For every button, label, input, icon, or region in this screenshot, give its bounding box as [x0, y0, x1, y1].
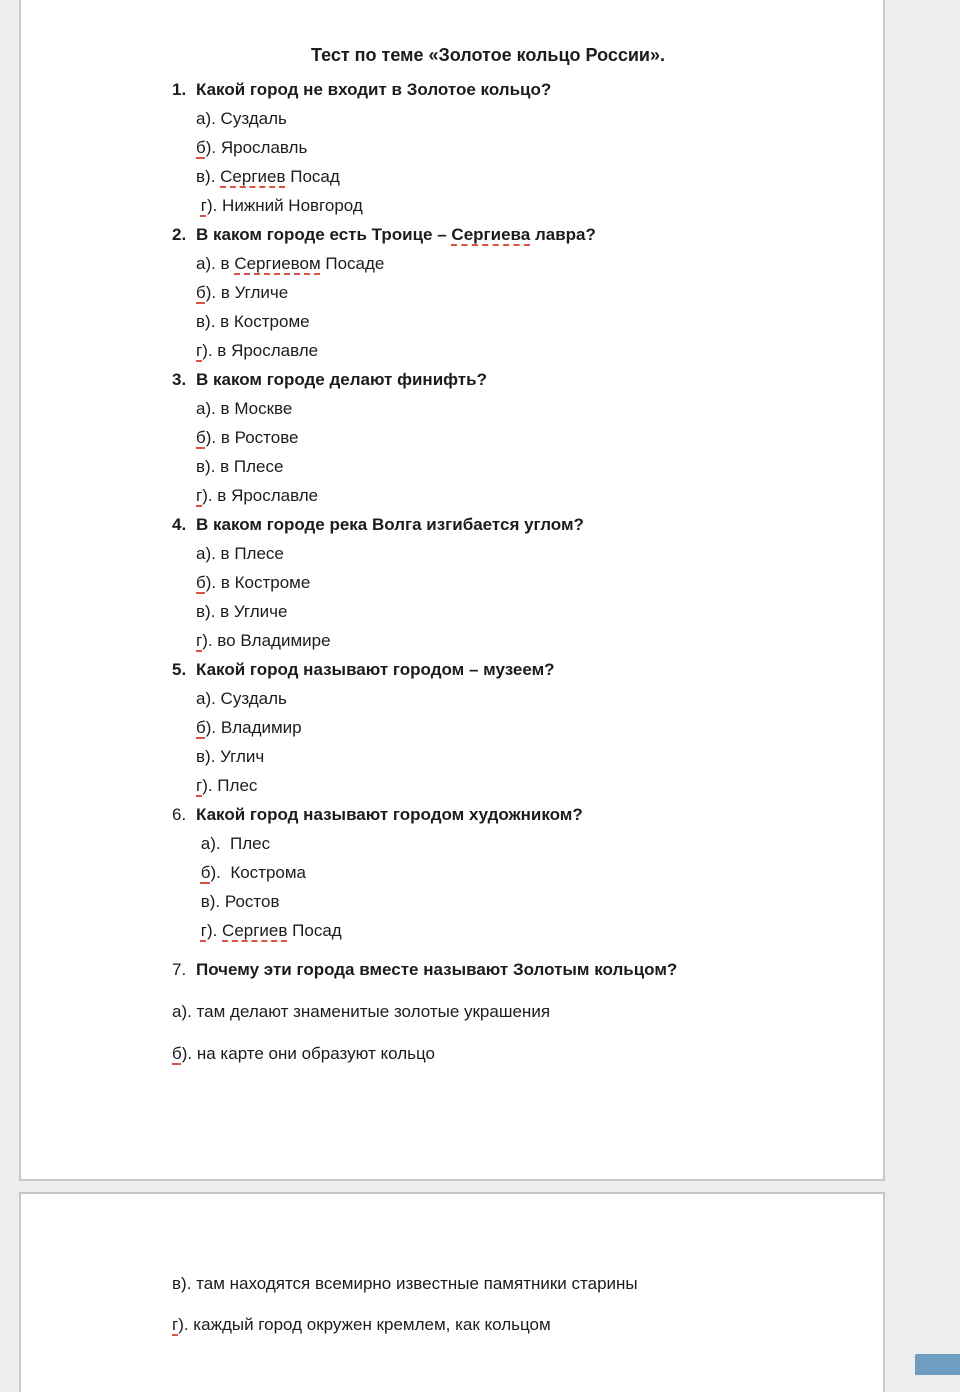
scrollbar-thumb[interactable] — [915, 1354, 960, 1375]
option-line — [21, 1310, 883, 1339]
question-number: 4. — [172, 515, 187, 534]
text-segment: ). — [206, 921, 223, 940]
question-text — [196, 805, 583, 824]
option-line — [21, 742, 883, 771]
misspelled-word: б — [196, 283, 206, 302]
question-line — [21, 510, 883, 539]
question-line — [21, 365, 883, 394]
option-line — [21, 1269, 883, 1298]
text-segment: а). в — [196, 254, 235, 273]
option-line — [21, 568, 883, 597]
misspelled-word: Сергиев — [222, 921, 288, 940]
text-segment: ). в Костроме — [205, 573, 311, 592]
text-segment: ). Кострома — [210, 863, 307, 882]
misspelled-word: б — [200, 863, 211, 882]
option-line — [21, 916, 883, 945]
text-segment: ). в Ярославле — [202, 486, 319, 505]
misspelled-word: б — [196, 718, 206, 737]
misspelled-word: г — [196, 776, 203, 795]
misspelled-word: б — [196, 428, 206, 447]
option-line — [21, 887, 883, 916]
text-segment: а). Суздаль — [196, 689, 287, 708]
text-segment: ). во Владимире — [202, 631, 331, 650]
option-line — [21, 336, 883, 365]
option-line — [21, 104, 883, 133]
text-segment: в). Ростов — [196, 892, 280, 911]
misspelled-word: Сергиевом — [234, 254, 321, 273]
question-line — [21, 800, 883, 829]
text-segment: ). каждый город окружен кремлем, как кольцом — [178, 1315, 551, 1334]
option-line — [21, 162, 883, 191]
option-line — [21, 191, 883, 220]
text-segment: ). Нижний Новгород — [206, 196, 363, 215]
text-segment: в). там находятся всемирно известные памятники старины — [172, 1274, 638, 1293]
text-segment: лавра? — [530, 225, 596, 244]
option-line — [21, 997, 883, 1026]
text-segment: а). в Москве — [196, 399, 293, 418]
question-number: 3. — [172, 370, 187, 389]
text-segment: а). в Плесе — [196, 544, 284, 563]
question-7-block — [21, 955, 883, 1068]
option-line — [21, 626, 883, 655]
option-line — [21, 481, 883, 510]
option-line — [21, 394, 883, 423]
option-line — [21, 278, 883, 307]
text-segment: в). в Плесе — [196, 457, 284, 476]
text-segment: ). на карте они образуют кольцо — [181, 1044, 435, 1063]
misspelled-word: б — [172, 1044, 182, 1063]
misspelled-word: Сергиева — [451, 225, 531, 244]
text-segment: ). Ярославль — [205, 138, 308, 157]
text-segment: а). Суздаль — [196, 109, 287, 128]
question-number: 2. — [172, 225, 187, 244]
question-line — [21, 75, 883, 104]
text-segment: В каком городе делают финифть? — [196, 370, 487, 389]
question-text — [196, 225, 596, 244]
question-number: 1. — [172, 80, 187, 99]
text-segment: В каком городе есть Троице – — [196, 225, 452, 244]
option-line — [21, 684, 883, 713]
question-line — [21, 655, 883, 684]
option-line — [21, 249, 883, 278]
text-segment: в). в Угличе — [196, 602, 288, 621]
option-line — [21, 1039, 883, 1068]
question-number: 6. — [172, 805, 187, 824]
text-segment: Почему эти города вместе называют Золотым кольцом? — [196, 960, 678, 979]
misspelled-word: г — [196, 341, 203, 360]
text-segment: Какой город называют городом художником? — [196, 805, 583, 824]
document-page-2 — [19, 1192, 885, 1392]
option-line — [21, 307, 883, 336]
misspelled-word: б — [196, 573, 206, 592]
text-segment: в). в Костроме — [196, 312, 310, 331]
question-text — [196, 370, 487, 389]
option-line — [21, 452, 883, 481]
question-list — [21, 75, 883, 945]
text-segment: В каком городе река Волга изгибается углом? — [196, 515, 584, 534]
option-line — [21, 423, 883, 452]
text-segment: Посаде — [320, 254, 385, 273]
text-segment: а). там делают знаменитые золотые украшения — [172, 1002, 551, 1021]
misspelled-word: г — [200, 921, 207, 940]
page2-option-list — [21, 1269, 883, 1339]
misspelled-word: Сергиев — [220, 167, 286, 186]
misspelled-word: г — [196, 631, 203, 650]
misspelled-word: г — [196, 486, 203, 505]
question-text — [196, 960, 677, 979]
option-line — [21, 539, 883, 568]
document-title: Тест по теме «Золотое кольцо России». — [310, 45, 665, 65]
question-text — [196, 80, 551, 99]
text-segment: ). в Ростове — [205, 428, 299, 447]
option-line — [21, 597, 883, 626]
option-line — [21, 133, 883, 162]
misspelled-word: г — [172, 1315, 179, 1334]
question-number: 5. — [172, 660, 187, 679]
text-segment: в). — [196, 167, 221, 186]
text-segment: ). в Ярославле — [202, 341, 319, 360]
option-line — [21, 771, 883, 800]
question-line — [21, 955, 883, 984]
misspelled-word: б — [196, 138, 206, 157]
question-number: 7. — [172, 960, 187, 979]
text-segment: Посад — [285, 167, 340, 186]
text-segment: в). Углич — [196, 747, 265, 766]
option-line — [21, 858, 883, 887]
document-page-1 — [19, 0, 885, 1181]
text-segment: Какой город называют городом – музеем? — [196, 660, 555, 679]
question-text — [196, 515, 584, 534]
question-line — [21, 220, 883, 249]
option-line — [21, 829, 883, 858]
text-segment: а). Плес — [196, 834, 271, 853]
text-segment: Посад — [287, 921, 342, 940]
misspelled-word: г — [200, 196, 207, 215]
text-segment: Какой город не входит в Золотое кольцо? — [196, 80, 552, 99]
option-line — [21, 713, 883, 742]
text-segment: ). в Угличе — [205, 283, 289, 302]
question-text — [196, 660, 555, 679]
text-segment: ). Плес — [202, 776, 258, 795]
text-segment: ). Владимир — [205, 718, 302, 737]
